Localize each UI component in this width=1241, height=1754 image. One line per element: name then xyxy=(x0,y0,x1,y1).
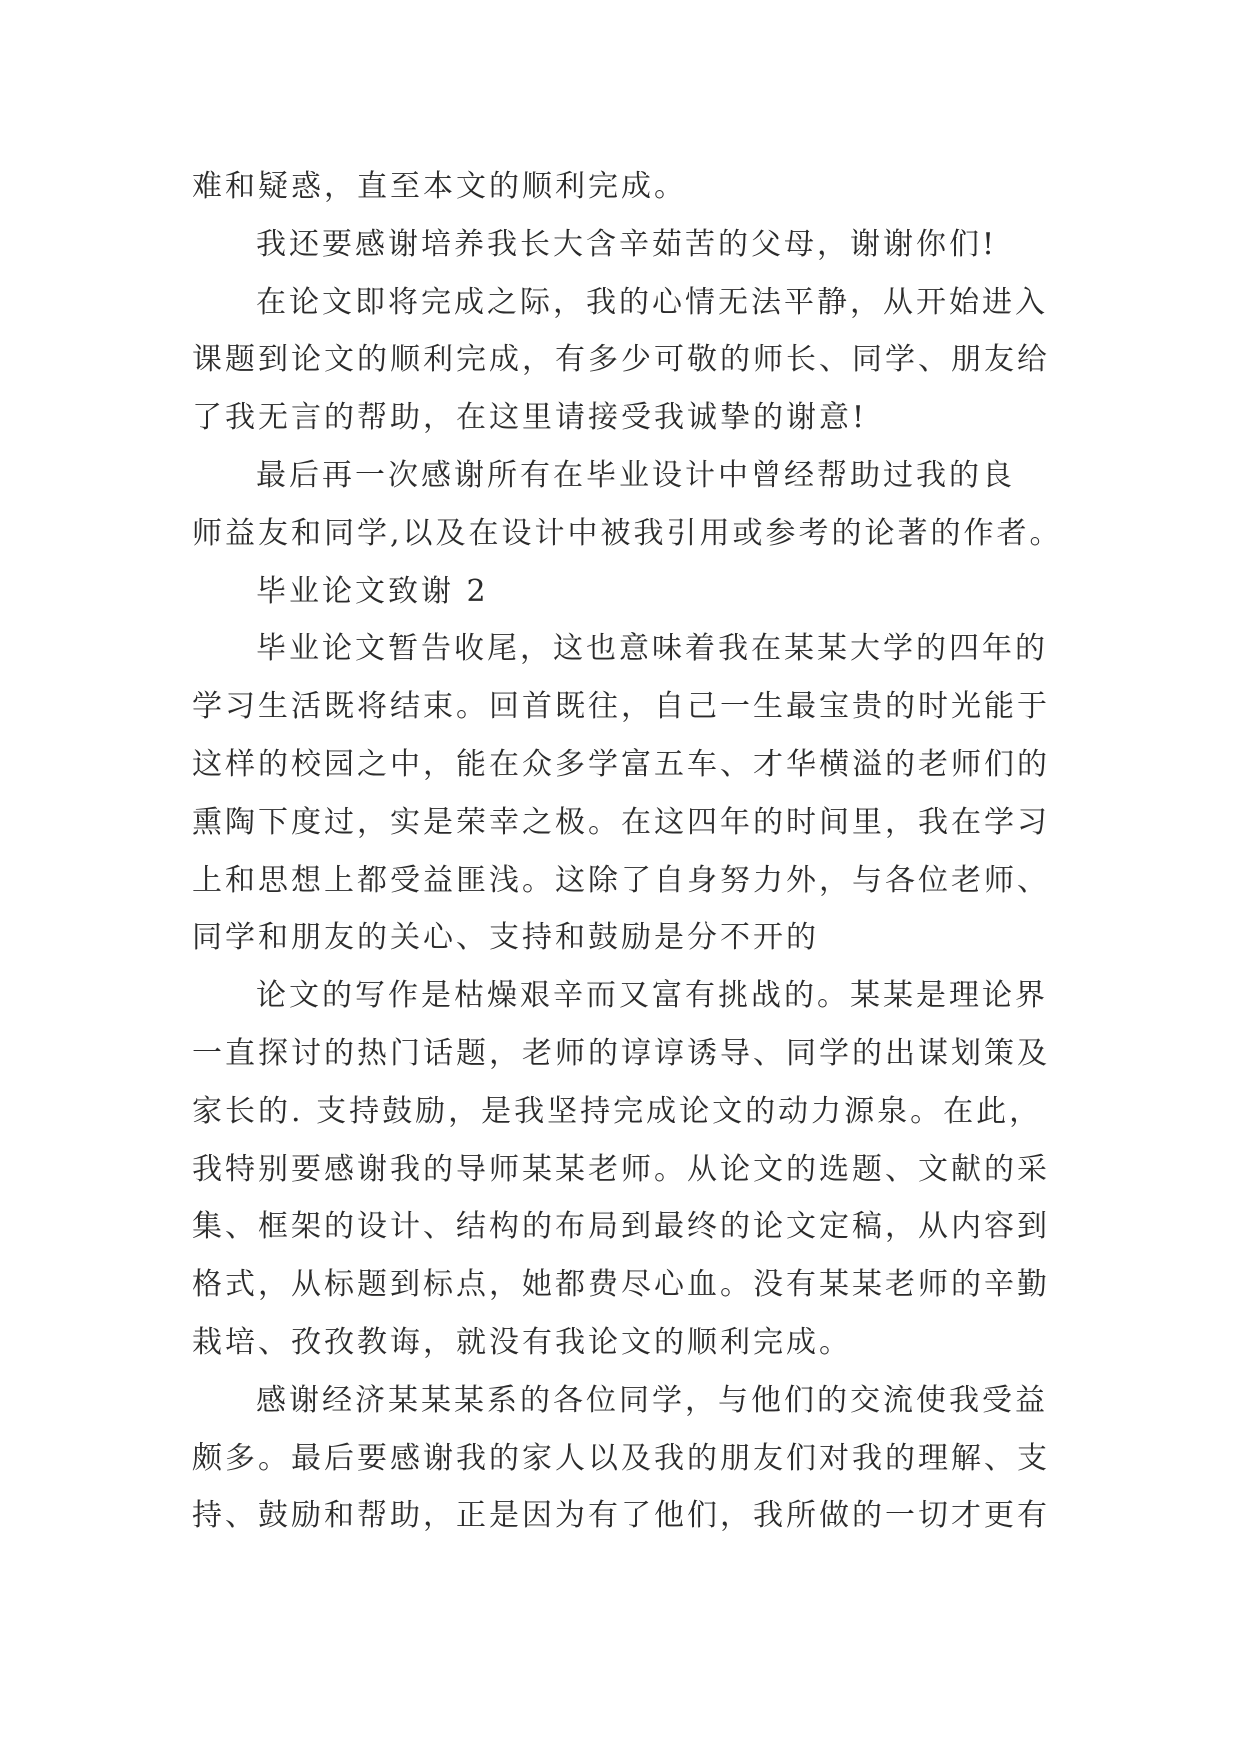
text-line: 格式，从标题到标点，她都费尽心血。没有某某老师的辛勤 xyxy=(192,1267,1050,1303)
text-line: 家长的. 支持鼓励，是我坚持完成论文的动力源泉。在此， xyxy=(192,1093,1043,1129)
text-line: 一直探讨的热门话题，老师的谆谆诱导、同学的出谋划策及 xyxy=(192,1035,1050,1071)
text-line: 这样的校园之中，能在众多学富五车、才华横溢的老师们的 xyxy=(192,746,1050,782)
text-line: 颇多。最后要感谢我的家人以及我的朋友们对我的理解、支 xyxy=(192,1440,1050,1476)
text-line: 师益友和同学,以及在设计中被我引用或参考的论著的作者。 xyxy=(192,515,1063,551)
text-line: 我特别要感谢我的导师某某老师。从论文的选题、文献的采 xyxy=(192,1151,1050,1187)
text-line: 毕业论文暂告收尾，这也意味着我在某某大学的四年的 xyxy=(256,631,1048,667)
text-line: 集、框架的设计、结构的布局到最终的论文定稿，从内容到 xyxy=(192,1209,1050,1245)
text-line: 在论文即将完成之际，我的心情无法平静，从开始进入 xyxy=(256,284,1048,320)
text-line: 上和思想上都受益匪浅。这除了自身努力外，与各位老师、 xyxy=(192,862,1050,898)
text-line: 同学和朋友的关心、支持和鼓励是分不开的 xyxy=(192,920,819,956)
text-line: 了我无言的帮助，在这里请接受我诚挚的谢意! xyxy=(192,400,868,436)
text-line: 我还要感谢培养我长大含辛茹苦的父母，谢谢你们! xyxy=(256,226,998,262)
text-line: 感谢经济某某某系的各位同学，与他们的交流使我受益 xyxy=(256,1382,1048,1418)
text-line: 课题到论文的顺利完成，有多少可敬的师长、同学、朋友给 xyxy=(192,342,1050,378)
text-line: 持、鼓励和帮助，正是因为有了他们，我所做的一切才更有 xyxy=(192,1498,1050,1534)
text-line: 熏陶下度过，实是荣幸之极。在这四年的时间里，我在学习 xyxy=(192,804,1050,840)
text-line: 论文的写作是枯燥艰辛而又富有挑战的。某某是理论界 xyxy=(256,978,1048,1014)
text-line: 学习生活既将结束。回首既往，自己一生最宝贵的时光能于 xyxy=(192,689,1050,725)
section-heading: 毕业论文致谢 2 xyxy=(256,573,489,609)
document-body xyxy=(192,158,1063,1545)
text-line: 最后再一次感谢所有在毕业设计中曾经帮助过我的良 xyxy=(256,457,1015,493)
text-line: 难和疑惑，直至本文的顺利完成。 xyxy=(192,169,687,204)
text-line: 栽培、孜孜教诲，就没有我论文的顺利完成。 xyxy=(192,1324,852,1360)
